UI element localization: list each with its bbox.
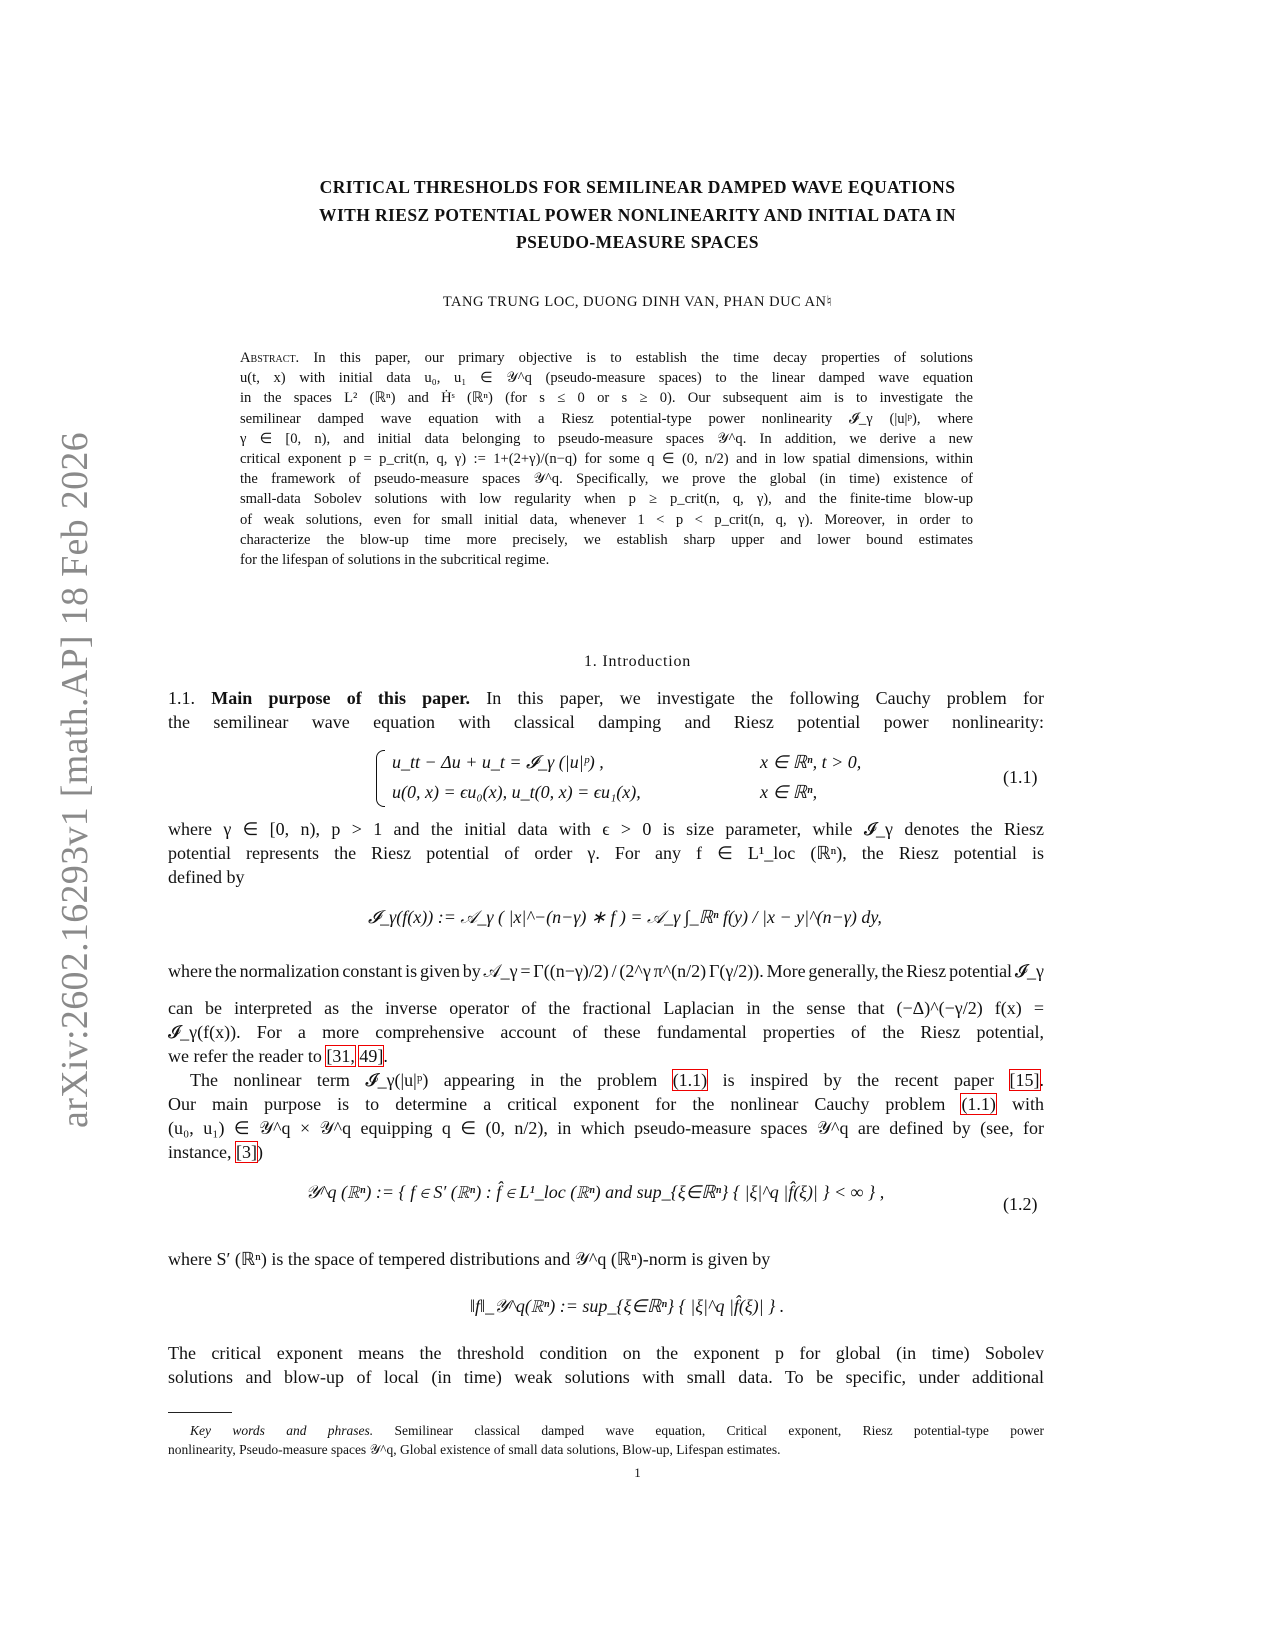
line-text — [168, 1249, 770, 1269]
footnote-divider — [168, 1412, 232, 1413]
abstract-line — [240, 489, 973, 509]
equation-1-1-condition-1: x ∈ ℝⁿ, t > 0, — [760, 752, 862, 772]
text-segment: where γ ∈ [0, n), p > 1 and the initial data with ϵ > 0 is size parameter, while 𝓘_γ denotes the Riesz — [168, 819, 1044, 839]
line-text — [168, 819, 1044, 839]
line-text — [168, 712, 1044, 732]
text-segment: with — [995, 1094, 1044, 1114]
text-segment: potential represents the Riesz potential of order γ. For any f ∈ L¹_loc (ℝⁿ), the Riesz potential is — [168, 843, 1044, 863]
title-line-3: PSEUDO-MEASURE SPACES — [516, 232, 759, 252]
abstract-text: small-data Sobolev solutions with low regularity when p ≥ p_crit(n, q, γ), and the finite-time blow-up — [240, 491, 973, 508]
text-segment: (u₀, u₁) ∈ 𝒴^q × 𝒴^q equipping q ∈ (0, n/2), in which pseudo-measure spaces 𝒴^q are defined by (see, for — [168, 1118, 1044, 1138]
line-text — [190, 1070, 1044, 1090]
abstract-line — [240, 429, 973, 449]
abstract-text: for the lifespan of solutions in the subcritical regime. — [240, 552, 550, 568]
text-segment: where the normalization constant is given by 𝒜_γ = Γ((n−γ)/2) / (2^γ π^(n/2) Γ(γ/2)). More generally, the Riesz potential 𝓘_γ — [168, 961, 1044, 981]
equation-number-1-2: (1.2) — [1003, 1194, 1038, 1214]
body-line — [168, 817, 1044, 841]
subsection-title: Main purpose of this paper. — [211, 688, 471, 708]
text-segment: In this paper, we investigate the following Cauchy problem for — [486, 688, 1044, 708]
title-line-2: WITH RIESZ POTENTIAL POWER NONLINEARITY AND INITIAL DATA IN — [319, 205, 956, 225]
line-text — [168, 998, 1044, 1018]
line-text — [168, 1142, 263, 1162]
text-segment: The critical exponent means the threshold condition on the exponent p for global (in time) Sobolev — [168, 1343, 1044, 1363]
abstract-text: the framework of pseudo-measure spaces 𝒴^q. Specifically, we prove the global (in time) existence of — [240, 471, 973, 488]
abstract-text: u(t, x) with initial data u₀, u₁ ∈ 𝒴^q (pseudo-measure spaces) to the linear damped wave equation — [240, 370, 973, 387]
line-text — [168, 1046, 388, 1066]
body-line — [190, 1068, 1044, 1092]
abstract-line — [240, 510, 973, 530]
body-line — [168, 996, 1044, 1020]
equation-1-1-line-2: u(0, x) = ϵu₀(x), u_t(0, x) = ϵu₁(x), — [392, 782, 641, 802]
abstract-text: In this paper, our primary objective is to establish the time decay properties of solutions — [313, 350, 973, 366]
citation-link[interactable]: [15] — [1009, 1070, 1040, 1090]
line-text — [168, 1367, 1044, 1387]
abstract-line — [240, 550, 973, 570]
body-line — [168, 1020, 1044, 1044]
abstract-line — [240, 530, 973, 550]
footnote-line-1 — [190, 1421, 1044, 1440]
riesz-potential-definition: 𝓘_γ(f(x)) := 𝒜_γ ( |x|^−(n−γ) ∗ f ) = 𝒜_γ ∫_ℝⁿ f(y) / |x − y|^(n−γ) dy, — [368, 907, 882, 927]
equation-number-1-1: (1.1) — [1003, 767, 1038, 787]
body-line — [168, 710, 1044, 734]
text-segment: ) — [256, 1142, 263, 1162]
abstract-text: γ ∈ [0, n), and initial data belonging to pseudo-measure spaces 𝒴^q. In addition, we derive a new — [240, 430, 973, 447]
text-segment: where S′ (ℝⁿ) is the space of tempered distributions and 𝒴^q (ℝⁿ)-norm is given by — [168, 1249, 771, 1269]
abstract-text: semilinear damped wave equation with a Riesz potential-type power nonlinearity 𝓘_γ (|u|ᵖ), where — [240, 410, 973, 427]
abstract-line — [240, 409, 973, 429]
text-segment: the semilinear wave equation with classical damping and Riesz potential power nonlinearity: — [168, 712, 1044, 732]
abstract-line — [240, 348, 973, 368]
abstract-line — [240, 368, 973, 388]
text-segment: . — [1039, 1070, 1044, 1090]
line-text — [168, 961, 1044, 981]
abstract-line — [240, 469, 973, 489]
body-line — [168, 1116, 1044, 1140]
norm-definition: ‖f‖_𝒴^q(ℝⁿ) := sup_{ξ∈ℝⁿ} { |ξ|^q |f̂(ξ)| } . — [470, 1296, 785, 1316]
text-segment: is inspired by the recent paper — [707, 1070, 1010, 1090]
section-heading: 1. Introduction — [583, 653, 692, 670]
brace-symbol — [376, 750, 384, 806]
line-text — [168, 1022, 1044, 1042]
text-segment: can be interpreted as the inverse operator of the fractional Laplacian in the sense that (−Δ)^(−γ/2) f(x) = — [168, 998, 1044, 1018]
footnote-line-2: nonlinearity, Pseudo-measure spaces 𝒴^q, Global existence of small data solutions, Blow-up, Lifespan estimates. — [168, 1442, 781, 1457]
authors: TANG TRUNG LOC, DUONG DINH VAN, PHAN DUC AN♮ — [442, 294, 833, 310]
text-segment: defined by — [168, 867, 245, 887]
abstract-text: critical exponent p = p_crit(n, q, γ) := 1+(2+γ)/(n−q) for some q ∈ (0, n/2) and in low spatial dimensions, within — [240, 451, 973, 467]
text-segment: Our main purpose is to determine a critical exponent for the nonlinear Cauchy problem — [168, 1094, 962, 1114]
body-line — [168, 1140, 1044, 1164]
body-line — [168, 865, 1044, 889]
subsection-number: 1.1. — [168, 688, 195, 708]
text-segment: . — [383, 1046, 388, 1066]
line-text — [168, 867, 244, 887]
text-segment: instance, — [168, 1142, 236, 1162]
citation-link[interactable]: (1.1) — [672, 1070, 708, 1090]
line-text — [168, 1118, 1044, 1138]
citation-link[interactable]: [31, — [326, 1046, 355, 1066]
line-text — [486, 688, 1044, 708]
abstract-text: of weak solutions, even for small initial data, whenever 1 < p < p_crit(n, q, γ). Moreover, in order to — [240, 511, 973, 528]
abstract-text: characterize the blow-up time more precisely, we establish sharp upper and lower bound estimates — [240, 531, 973, 548]
equation-1-1-condition-2: x ∈ ℝⁿ, — [760, 782, 818, 802]
title-line-1: CRITICAL THRESHOLDS FOR SEMILINEAR DAMPED WAVE EQUATIONS — [319, 177, 956, 197]
text-segment: 𝓘_γ(f(x)). For a more comprehensive account of these fundamental properties of the Riesz potential, — [168, 1022, 1044, 1042]
body-line — [168, 1044, 1044, 1068]
line-text — [168, 1094, 1044, 1114]
body-line — [168, 1341, 1044, 1365]
page-number: 1 — [634, 1465, 641, 1480]
footnote-label: Key words and phrases. — [190, 1423, 374, 1438]
body-line — [168, 1092, 1044, 1116]
text-segment: solutions and blow-up of local (in time) weak solutions with small data. To be specific, under additional — [168, 1367, 1044, 1387]
body-line — [168, 841, 1044, 865]
footnote-text: Semilinear classical damped wave equation, Critical exponent, Riesz potential-type power — [394, 1423, 1044, 1438]
equation-1-1-line-1: u_tt − Δu + u_t = 𝓘_γ (|u|ᵖ) , — [392, 752, 604, 772]
abstract-line — [240, 449, 973, 469]
citation-link[interactable]: 49] — [359, 1046, 384, 1066]
citation-link[interactable]: [3] — [235, 1142, 257, 1162]
citation-link[interactable]: (1.1) — [961, 1094, 996, 1114]
text-segment: we refer the reader to — [168, 1046, 327, 1066]
line-text — [168, 1343, 1044, 1363]
body-line — [168, 1365, 1044, 1389]
body-line — [168, 1247, 1044, 1271]
arxiv-identifier-sidebar: arXiv:2602.16293v1 [math.AP] 18 Feb 2026 — [54, 432, 96, 1128]
text-segment: The nonlinear term 𝓘_γ(|u|ᵖ) appearing in the problem — [190, 1070, 673, 1090]
abstract-line — [240, 388, 973, 408]
line-text — [168, 843, 1044, 863]
abstract-text: in the spaces L² (ℝⁿ) and Ḣˢ (ℝⁿ) (for s ≤ 0 or s ≥ 0). Our subsequent aim is to investigate the — [240, 390, 973, 407]
body-line — [168, 686, 1044, 710]
body-line — [168, 959, 1044, 983]
abstract-label: Abstract. — [240, 350, 300, 366]
pseudo-measure-space-definition: 𝒴^q (ℝⁿ) := { f ∈ S′ (ℝⁿ) : f̂ ∈ L¹_loc (ℝⁿ) and sup_{ξ∈ℝⁿ} { |ξ|^q |f̂(ξ)| } < ∞ } , — [305, 1182, 885, 1202]
